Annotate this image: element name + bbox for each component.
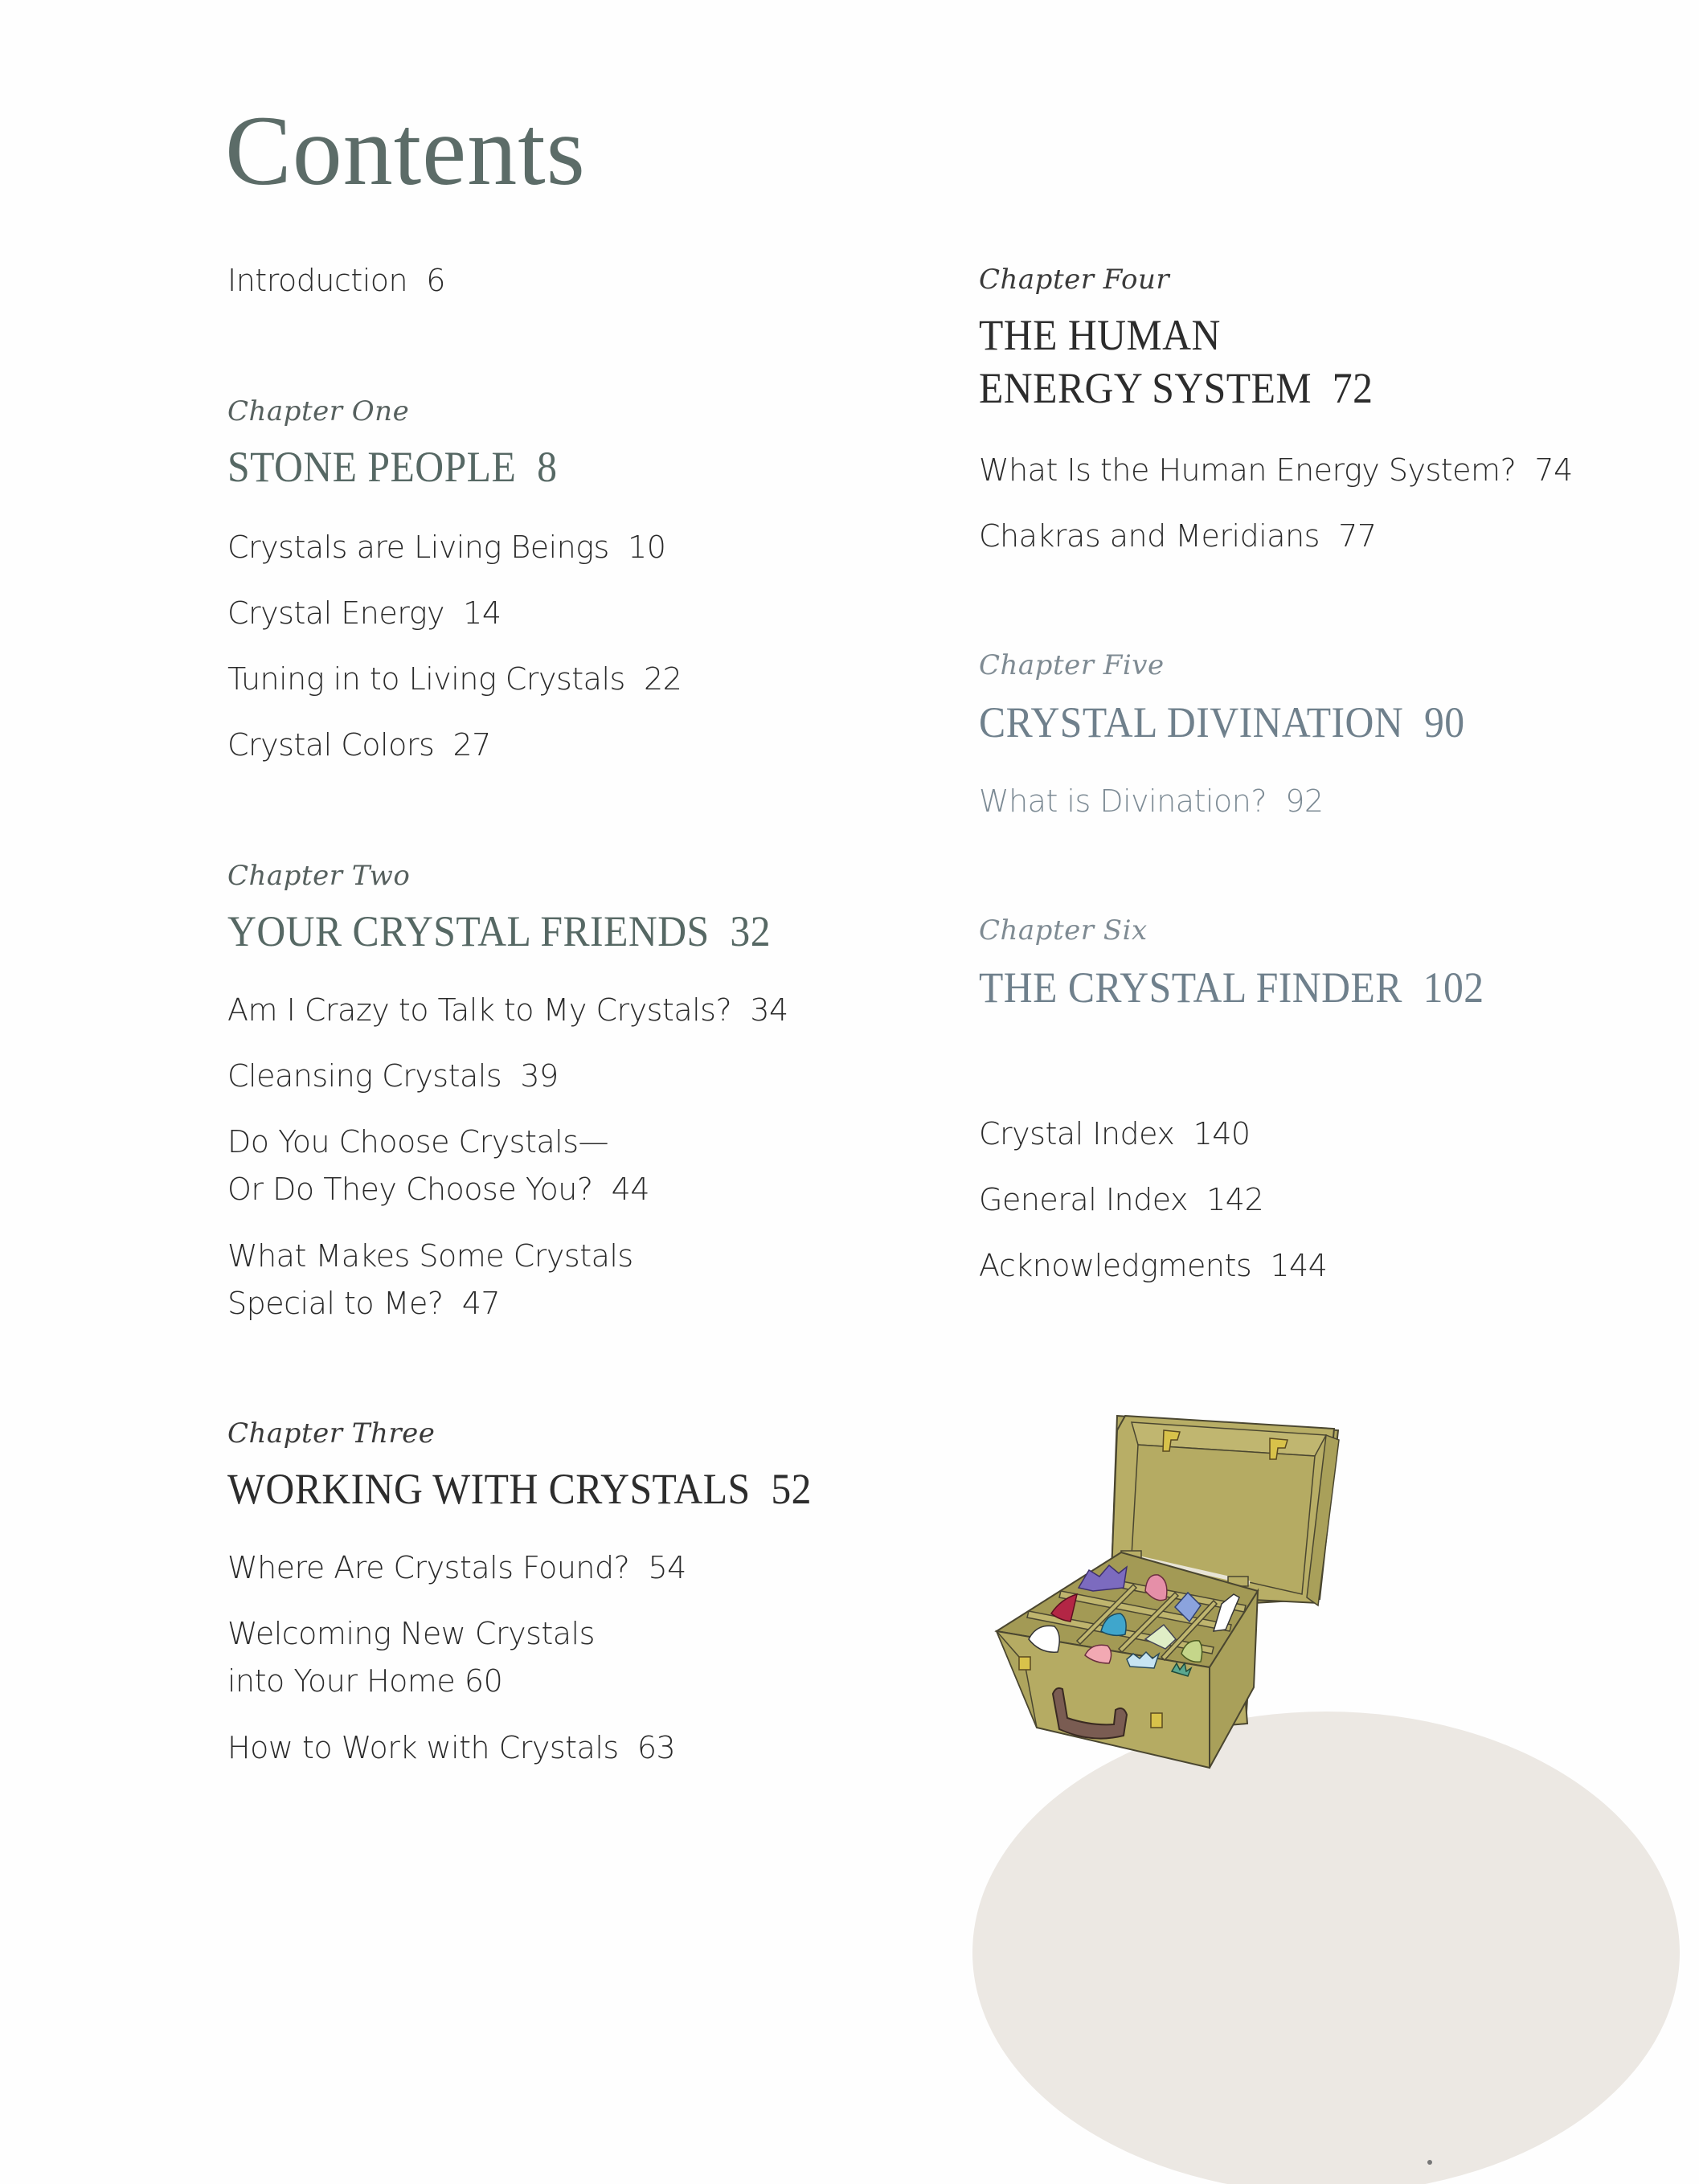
entry-page: 63: [637, 1730, 676, 1765]
toc-entry[interactable]: [227, 987, 788, 1034]
toc-entry[interactable]: [227, 524, 665, 571]
chapter-six-title[interactable]: [979, 961, 1484, 1014]
entry-label: Crystal Index: [979, 1116, 1175, 1151]
entry-page: 60: [464, 1663, 503, 1699]
entry-page: 47: [461, 1286, 501, 1321]
entry-page: 140: [1193, 1116, 1251, 1151]
toc-entry[interactable]: [227, 722, 491, 769]
chapter-page: 8: [537, 443, 558, 491]
toc-entry[interactable]: [227, 1610, 595, 1705]
entry-label: Crystal Energy: [227, 595, 444, 631]
entry-label: What Is the Human Energy System?: [979, 452, 1517, 488]
chapter-page: 32: [730, 907, 771, 955]
chapter-five-script: Chapter Five: [979, 649, 1165, 681]
toc-entry[interactable]: [227, 656, 682, 703]
entry-page: 44: [611, 1172, 650, 1207]
toc-entry[interactable]: [227, 1233, 633, 1327]
chapter-page: 102: [1423, 963, 1484, 1012]
entry-label: What Makes Some Crystals: [227, 1238, 633, 1274]
chapter-title-text: YOUR CRYSTAL FRIENDS: [227, 907, 710, 955]
entry-page: 74: [1534, 452, 1573, 488]
entry-page: 142: [1206, 1182, 1264, 1217]
entry-label: Chakras and Meridians: [979, 518, 1320, 554]
chapter-three-script: Chapter Three: [227, 1417, 436, 1450]
entry-page: 6: [426, 263, 445, 298]
entry-label-line2: Or Do They Choose You?: [227, 1172, 593, 1207]
entry-label: Crystal Colors: [227, 727, 435, 763]
toc-entry[interactable]: [227, 1544, 686, 1592]
entry-label: General Index: [979, 1182, 1188, 1217]
toc-entry-crystal-index[interactable]: [979, 1110, 1251, 1158]
toc-entry-acknowledgments[interactable]: [979, 1242, 1327, 1290]
entry-label: Do You Choose Crystals—: [227, 1124, 609, 1159]
chapter-four-script: Chapter Four: [979, 264, 1170, 296]
entry-page: 27: [452, 727, 491, 763]
chapter-title-text: CRYSTAL DIVINATION: [979, 698, 1404, 746]
chapter-title-text: WORKING WITH CRYSTALS: [227, 1465, 751, 1513]
entry-label: Am I Crazy to Talk to My Crystals?: [227, 992, 732, 1028]
entry-label: How to Work with Crystals: [227, 1730, 619, 1765]
entry-label: Cleansing Crystals: [227, 1058, 502, 1094]
entry-page: 54: [648, 1550, 686, 1585]
entry-label-line2: Special to Me?: [227, 1286, 444, 1321]
crystal-case-icon: [948, 1398, 1699, 2184]
entry-label: Where Are Crystals Found?: [227, 1550, 630, 1585]
toc-entry-introduction[interactable]: [227, 257, 445, 305]
toc-entry[interactable]: [979, 778, 1324, 825]
chapter-two-script: Chapter Two: [227, 860, 411, 892]
entry-page: 92: [1285, 783, 1324, 819]
chapter-one-script: Chapter One: [227, 395, 410, 427]
entry-page: 22: [643, 661, 682, 697]
chapter-page: 72: [1332, 364, 1374, 412]
entry-page: 144: [1270, 1248, 1328, 1283]
entry-page: 77: [1338, 518, 1377, 554]
toc-entry[interactable]: [227, 1053, 559, 1100]
entry-page: 39: [520, 1058, 559, 1094]
chapter-six-script: Chapter Six: [979, 914, 1148, 947]
chapter-five-title[interactable]: [979, 696, 1465, 749]
entry-label: Crystals are Living Beings: [227, 530, 609, 565]
toc-entry-general-index[interactable]: [979, 1176, 1263, 1224]
chapter-title-text: THE CRYSTAL FINDER: [979, 963, 1402, 1012]
toc-entry[interactable]: [979, 447, 1573, 494]
chapter-page: 90: [1423, 698, 1465, 746]
chapter-title-text: THE HUMAN: [979, 311, 1221, 359]
chapter-two-title[interactable]: [227, 905, 771, 958]
entry-label: Acknowledgments: [979, 1248, 1252, 1283]
entry-label: Tuning in to Living Crystals: [227, 661, 625, 697]
chapter-one-title[interactable]: [227, 440, 557, 493]
toc-entry[interactable]: [227, 1724, 675, 1772]
entry-label-line2: into Your Home: [227, 1663, 456, 1699]
entry-label: Introduction: [227, 263, 408, 298]
chapter-three-title[interactable]: [227, 1462, 812, 1515]
toc-entry[interactable]: [227, 590, 502, 637]
chapter-page: 52: [771, 1465, 812, 1513]
entry-label: Welcoming New Crystals: [227, 1616, 595, 1651]
chapter-four-title[interactable]: [979, 309, 1373, 415]
entry-page: 10: [628, 530, 666, 565]
toc-entry[interactable]: [979, 513, 1377, 560]
entry-page: 34: [750, 992, 788, 1028]
page-title: Contents: [225, 96, 586, 206]
speck: [1427, 2160, 1432, 2165]
chapter-title-text-line2: ENERGY SYSTEM: [979, 364, 1312, 412]
toc-entry[interactable]: [227, 1119, 649, 1213]
chapter-title-text: STONE PEOPLE: [227, 443, 517, 491]
entry-page: 14: [463, 595, 502, 631]
entry-label: What is Divination?: [979, 783, 1267, 819]
